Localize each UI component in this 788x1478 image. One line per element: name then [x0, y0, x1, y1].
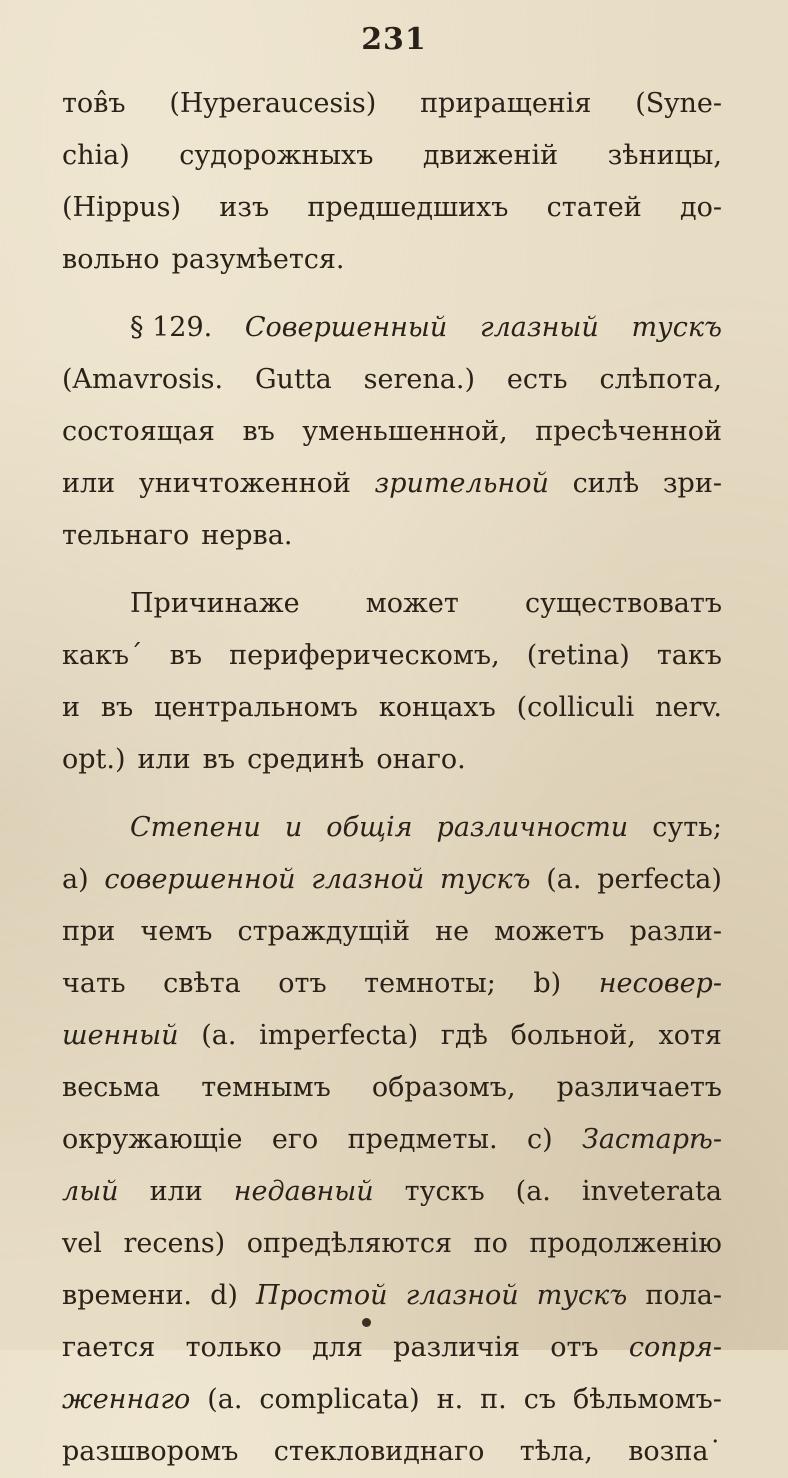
text-line: [62, 734, 722, 786]
word: предшедшихъ: [307, 192, 509, 223]
text-line: [62, 458, 722, 510]
word: или: [62, 468, 116, 499]
text-line: [62, 578, 722, 630]
word: (a.: [201, 1020, 237, 1051]
text-line: [62, 1218, 722, 1270]
word: п.: [480, 1384, 507, 1415]
word: съ: [523, 1384, 557, 1415]
italic-word: тускъ: [536, 1280, 628, 1311]
word: Gutta: [254, 364, 332, 395]
word: recens): [123, 1228, 226, 1259]
text-line: [62, 130, 722, 182]
word: зѣницы,: [607, 140, 722, 171]
word: уничтоженной: [138, 468, 351, 499]
italic-word: Застарѣ-: [582, 1124, 722, 1155]
text-line: [62, 234, 722, 286]
italic-word: глазной: [405, 1280, 519, 1311]
word: (Hippus): [62, 192, 182, 223]
paragraph: [62, 78, 722, 286]
word: бѣльмомъ-: [572, 1384, 722, 1415]
word: различія: [393, 1332, 520, 1363]
word: пресѣченной: [535, 416, 722, 447]
word: d): [210, 1280, 238, 1311]
word: чать: [62, 968, 126, 999]
word: только: [185, 1332, 282, 1363]
word: пола-: [645, 1280, 722, 1311]
text-line: [62, 1322, 722, 1374]
text-line: [62, 1062, 722, 1114]
word: страждущій: [237, 916, 411, 947]
word: (retina): [526, 640, 630, 671]
word: inveterata: [581, 1176, 722, 1207]
word: отъ: [550, 1332, 599, 1363]
text-line: [62, 1114, 722, 1166]
word: весьма: [62, 1072, 161, 1103]
italic-word: Степени: [130, 812, 261, 843]
word: времени.: [62, 1280, 193, 1311]
word: хотя: [658, 1020, 722, 1051]
word: c): [526, 1124, 553, 1155]
word: продолженію: [529, 1228, 722, 1259]
italic-word: несовер-: [598, 968, 722, 999]
word: въ: [242, 416, 275, 447]
word: perfecta): [597, 864, 722, 895]
text-line: [62, 682, 722, 734]
word: предметы.: [347, 1124, 498, 1155]
word: концахъ: [378, 692, 496, 723]
italic-word: глазный: [479, 312, 599, 343]
word: Причинаже: [130, 588, 300, 619]
word: существоватъ: [524, 588, 722, 619]
italic-word: Совершенный: [244, 312, 448, 343]
word: (a.: [546, 864, 582, 895]
italic-word: совершенной: [104, 864, 296, 895]
word: такъ: [656, 640, 722, 671]
word: движеній: [422, 140, 559, 171]
word: приращенія: [420, 88, 592, 119]
word: онаго.: [376, 744, 466, 775]
word: (Hyperaucesis): [169, 88, 377, 119]
word: больной,: [510, 1020, 636, 1051]
italic-word: Простой: [256, 1280, 388, 1311]
italic-word: глазной: [311, 864, 425, 895]
word: может: [365, 588, 459, 619]
word: есть: [506, 364, 568, 395]
italic-word: общія: [326, 812, 413, 843]
paragraph: [62, 302, 722, 562]
word: (Amavrosis.: [62, 364, 224, 395]
word: vel: [62, 1228, 102, 1259]
word: нерва.: [201, 520, 293, 551]
word: отъ: [278, 968, 327, 999]
word: тельнаго: [62, 520, 190, 551]
text-line: [62, 78, 722, 130]
italic-word: недавный: [233, 1176, 374, 1207]
italic-word: тускъ: [440, 864, 531, 895]
word: (Syne-: [635, 88, 722, 119]
word: статей: [546, 192, 642, 223]
word: его: [271, 1124, 319, 1155]
word: тускъ: [404, 1176, 485, 1207]
word: чемъ: [140, 916, 213, 947]
paragraph: [62, 802, 722, 1478]
word: стекловиднаго: [273, 1436, 485, 1467]
word: состоящая: [62, 416, 215, 447]
text-line: [62, 906, 722, 958]
word: срединѣ: [247, 744, 365, 775]
word: при: [62, 916, 116, 947]
text-line: [62, 1010, 722, 1062]
text-line: [62, 630, 722, 682]
word: разшворомъ: [62, 1436, 239, 1467]
text-line: [62, 958, 722, 1010]
word: вольно: [62, 244, 160, 275]
word: тов̂ъ: [62, 88, 126, 119]
text-line: [62, 1166, 722, 1218]
word: § 129.: [130, 312, 213, 343]
word: opt.): [62, 744, 126, 775]
word: до-: [679, 192, 722, 223]
text-line: [62, 1374, 722, 1426]
word: различаетъ: [556, 1072, 722, 1103]
word: опредѣляются: [246, 1228, 452, 1259]
word: центральномъ: [154, 692, 358, 723]
text-line: [62, 510, 722, 562]
word: можетъ: [494, 916, 605, 947]
word: периферическомъ,: [229, 640, 500, 671]
word: chia): [62, 140, 130, 171]
text-line: [62, 1426, 722, 1478]
italic-word: различности: [436, 812, 629, 843]
word: для: [312, 1332, 363, 1363]
word: силѣ: [572, 468, 640, 499]
word: или: [149, 1176, 203, 1207]
word: (a.: [207, 1384, 243, 1415]
paragraph-gap: [62, 286, 722, 302]
italic-word: зрительной: [374, 468, 549, 499]
print-speck: [362, 1318, 371, 1327]
word: какъ´: [62, 640, 143, 671]
word: суть;: [652, 812, 722, 843]
word: разумѣется.: [171, 244, 345, 275]
text-line: [62, 354, 722, 406]
word: или: [137, 744, 191, 775]
paragraph-gap: [62, 562, 722, 578]
word: судорожныхъ: [179, 140, 374, 171]
word: imperfecta): [259, 1020, 419, 1051]
word: слѣпота,: [599, 364, 722, 395]
word: b): [533, 968, 562, 999]
word: темнымъ: [201, 1072, 331, 1103]
page-number: 231: [361, 22, 427, 57]
word: не: [435, 916, 470, 947]
text-line: [62, 406, 722, 458]
word: зри-: [662, 468, 722, 499]
word: тѣла,: [519, 1436, 593, 1467]
word: гдѣ: [440, 1020, 488, 1051]
word: образомъ,: [371, 1072, 516, 1103]
italic-word: шенный: [62, 1020, 179, 1051]
word: по: [473, 1228, 508, 1259]
word: serena.): [363, 364, 475, 395]
word: свѣта: [163, 968, 241, 999]
word: (colliculi: [516, 692, 635, 723]
paragraph-gap: [62, 786, 722, 802]
word: изъ: [219, 192, 270, 223]
word: гается: [62, 1332, 156, 1363]
text-line: [62, 182, 722, 234]
word: разли-: [629, 916, 722, 947]
italic-word: и: [284, 812, 303, 843]
word: н.: [436, 1384, 464, 1415]
italic-word: сопря-: [628, 1332, 722, 1363]
word: (a.: [515, 1176, 551, 1207]
word: въ: [202, 744, 236, 775]
word: окружающіе: [62, 1124, 243, 1155]
word: въ: [100, 692, 134, 723]
word: a): [62, 864, 89, 895]
text-line: [62, 302, 722, 354]
word: въ: [169, 640, 203, 671]
word: и: [62, 692, 80, 723]
italic-word: женнаго: [62, 1384, 191, 1415]
word: complicata): [259, 1384, 420, 1415]
text-line: [62, 1270, 722, 1322]
italic-word: тускъ: [631, 312, 722, 343]
body-text: [62, 78, 722, 1478]
text-line: [62, 802, 722, 854]
word: уменьшенной,: [302, 416, 508, 447]
text-line: [62, 854, 722, 906]
word: возпа˙: [628, 1436, 722, 1467]
word: темноты;: [364, 968, 496, 999]
italic-word: лый: [62, 1176, 119, 1207]
word: nerv.: [655, 692, 722, 723]
paragraph: [62, 578, 722, 786]
